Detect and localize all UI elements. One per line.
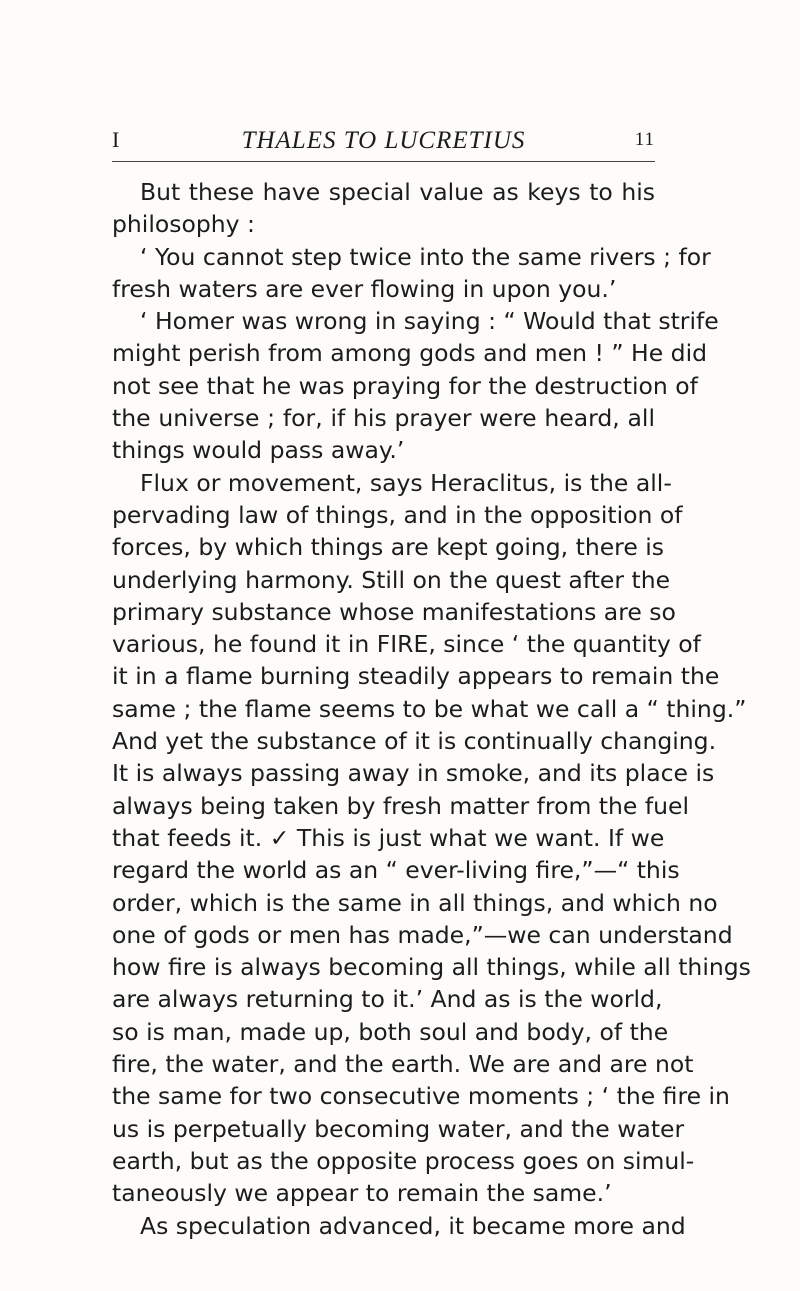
text-line: always being taken by fresh matter from the fuel — [112, 791, 690, 820]
text-line: underlying harmony. Still on the quest after the — [112, 565, 671, 594]
text-line: Flux or movement, says Heraclitus, is the all- — [140, 468, 672, 497]
text-line: primary substance whose manifestations are so — [112, 597, 676, 626]
text-line: same ; the flame seems to be what we call a “ thing.” — [112, 694, 747, 723]
text-line: order, which is the same in all things, and which no — [112, 888, 718, 917]
text-line: us is perpetually becoming water, and the water — [112, 1114, 685, 1143]
text-line: the universe ; for, if his prayer were heard, all — [112, 404, 655, 433]
text-line: one of gods or men has made,”—we can understand — [112, 920, 733, 949]
text-line: fire, the water, and the earth. We are and are not — [112, 1050, 694, 1079]
text-line: it in a flame burning steadily appears to remain the — [112, 662, 720, 691]
text-line: things would pass away.’ — [112, 436, 405, 465]
text-line: As speculation advanced, it became more and — [140, 1211, 686, 1240]
page-number: 11 — [634, 129, 655, 150]
body-text — [112, 176, 751, 1242]
text-line: not see that he was praying for the destruction of — [112, 371, 698, 400]
text-line: taneously we appear to remain the same.’ — [112, 1179, 612, 1208]
text-line: how fire is always becoming all things, while all things — [112, 953, 751, 982]
text-line: various, he found it in FIRE, since ‘ the quantity of — [112, 630, 701, 659]
text-line: fresh waters are ever flowing in upon you.’ — [112, 274, 617, 303]
text-line: But these have special value as keys to his — [140, 178, 655, 206]
running-title: THALES TO LUCRETIUS — [241, 127, 526, 154]
text-line: might perish from among gods and men ! ” He did — [112, 339, 708, 368]
text-line: that feeds it. ✓ This is just what we want. If we — [112, 823, 665, 852]
text-line: regard the world as an “ ever-living fire,”—“ this — [112, 856, 680, 885]
text-line: And yet the substance of it is continually changing. — [112, 727, 717, 756]
text-line: ‘ Homer was wrong in saying : “ Would that strife — [140, 307, 719, 336]
text-line: so is man, made up, both soul and body, of the — [112, 1017, 669, 1046]
text-line: forces, by which things are kept going, there is — [112, 533, 665, 562]
text-line: philosophy : — [112, 210, 255, 239]
text-line: are always returning to it.’ And as is the world, — [112, 985, 663, 1014]
text-line: It is always passing away in smoke, and its place is — [112, 759, 715, 788]
running-header — [112, 127, 655, 161]
text-line: ‘ You cannot step twice into the same rivers ; for — [140, 242, 711, 271]
text-line: the same for two consecutive moments ; ‘ the fire in — [112, 1082, 730, 1111]
chapter-number: I — [112, 127, 120, 152]
header-rule — [112, 161, 655, 162]
text-line: pervading law of things, and in the opposition of — [112, 500, 683, 529]
text-line: earth, but as the opposite process goes on simul- — [112, 1146, 695, 1175]
